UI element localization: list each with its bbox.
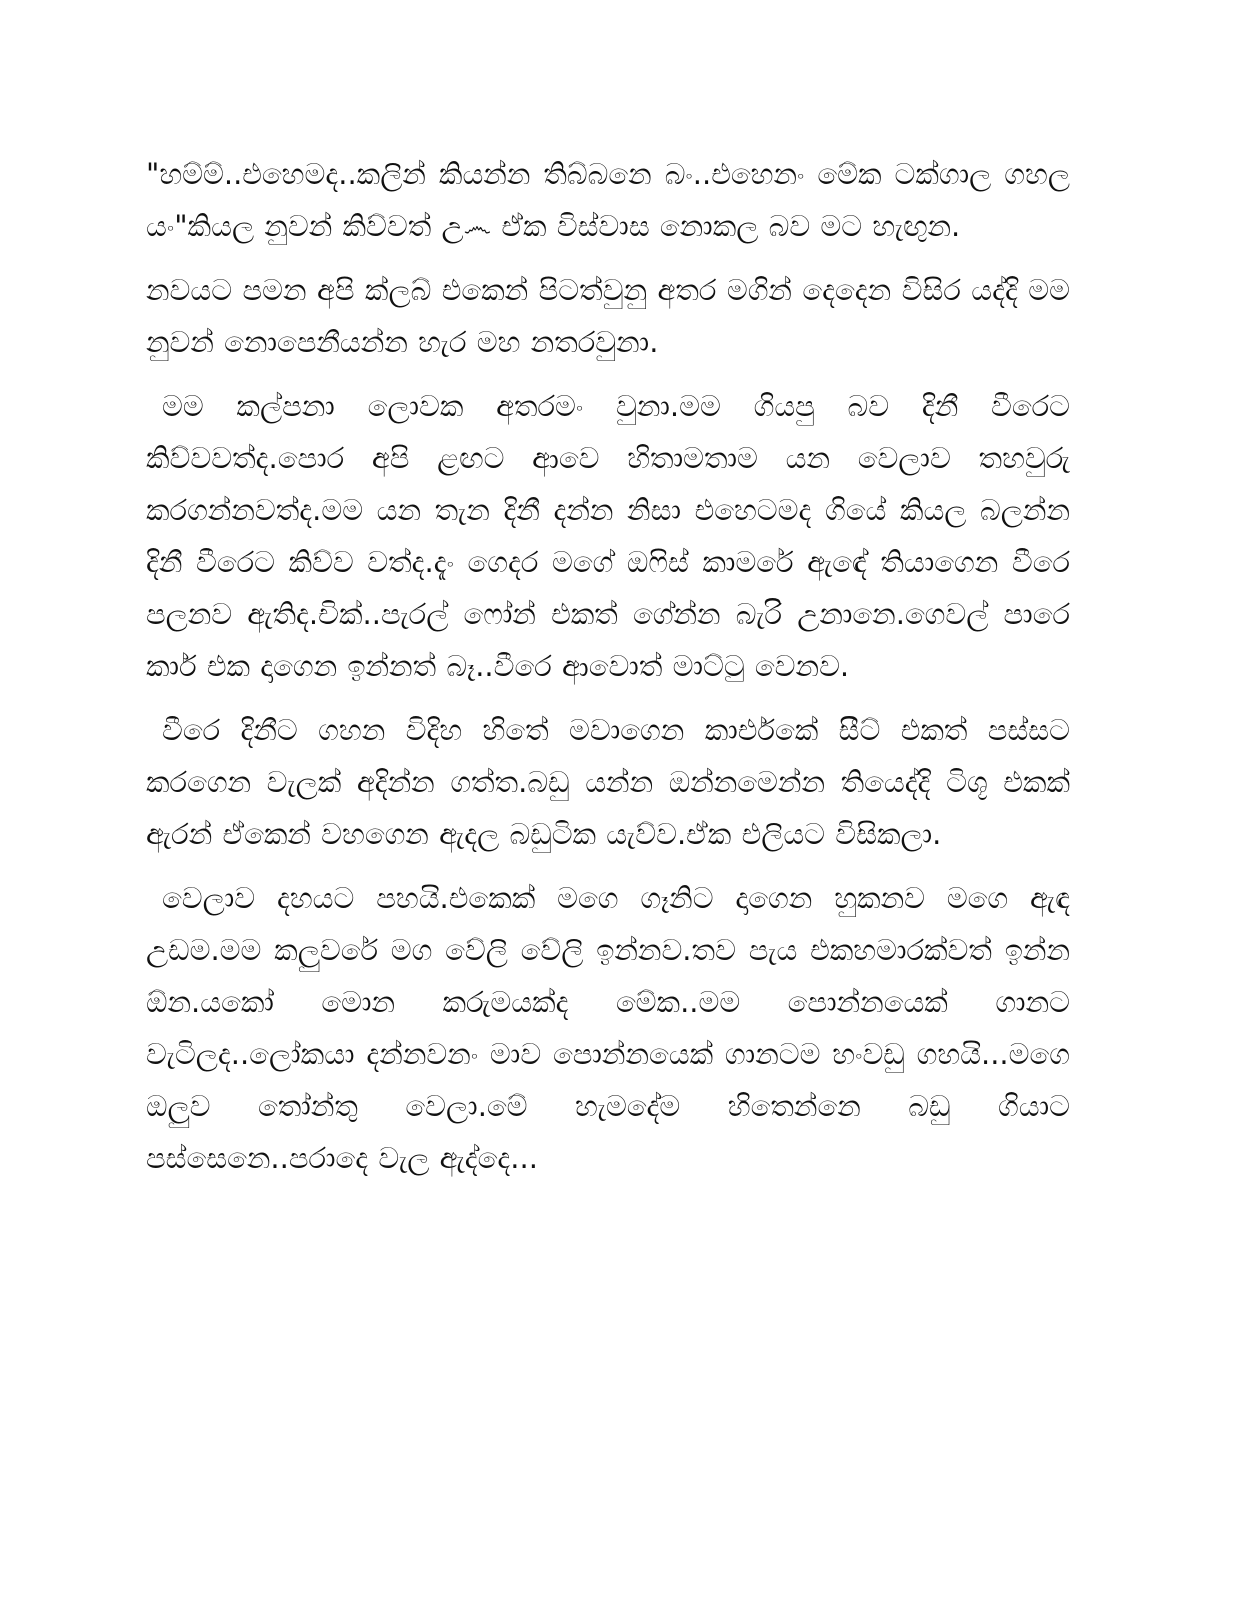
paragraph-1: "හම්ම්..එහෙමද..කලින් කියන්න තිබ්බනෙ බං..එහෙනං මේක ටක්ගාල ගහල යං"කියල නුවන් කිව්වත් උ෴ ඒක විස්වාස නොකල බව මට හැඟුන. [146, 157, 1070, 243]
paragraph-4: වීරෙ දිනීට ගහන විදිහ හිතේ මවාගෙන කාර්එකේ සීට් එකත් පස්සට කරගෙන වැලක් අදින්න ගත්ත.බඩු යන්න ඔන්නමෙන්න තියෙද්දි ටිශූ එකක් ඇරන් ඒකෙන් වහගෙන ඇදල බඩුටික යැව්ව.ඒක එලියට විසිකලා. [146, 713, 1070, 851]
paragraph-3: මම කල්පනා ලොවක අතරමං වුනා.මම ගියපු බව දිනී වීරෙට කිව්වවත්ද.පොර අපි ළඟට ආවෙ හිතාමතාම යන වෙලාව තහවුරු කරගන්නවත්ද.මම යන තැන දිනී දන්න නිසා එහෙටමද ගියේ කියල බලන්න දිනී වීරෙට කිව්ව වත්ද.දැං ගෙදර මගේ ඔෆිස් කාමරේ ඇඳේ තියාගෙන වීරෙ පලනව ඇතිද.චික්..පැරල් ෆෝන් එකත් ගේන්න බැරි උනානෙ.ගෙවල් පාරෙ කාර් එක දාගෙන ඉන්නත් බෑ..වීරෙ ආවොත් මාට්ටු වෙනව. [146, 389, 1070, 683]
paragraph-2: නවයට පමන අපි ක්ලබ් එකෙන් පිටත්වුනු අතර මගින් දෙදෙන විසිර යද්දි මම නුවන් නොපෙනීයන්න හැර මහ නතරවුනා. [146, 273, 1070, 359]
story-text [146, 148, 1070, 1196]
paragraph-5: වෙලාව දහයට පහයි.එකෙක් මගෙ ගෑනිට දාගෙන හුකනව මගෙ ඇඳ උඩම.මම කලුවරේ මග වේලි වේලි ඉන්නව.තව පැය එකහමාරක්වත් ඉන්න ඕන.යකෝ මොන කරුමයක්ද මේක..මම පොන්නයෙක් ගානට වැටිලද..ලෝකයා දන්නවනං මාව පොන්නයෙක් ගානටම හංවඩු ගහයි...මගෙ ඔලුව තෝන්තු වෙලා.මේ හැමදේම හිතෙන්නෙ බඩු ගියාට පස්සෙනෙ..පරාදෙ වැල ඇද්දෙ... [146, 881, 1070, 1175]
